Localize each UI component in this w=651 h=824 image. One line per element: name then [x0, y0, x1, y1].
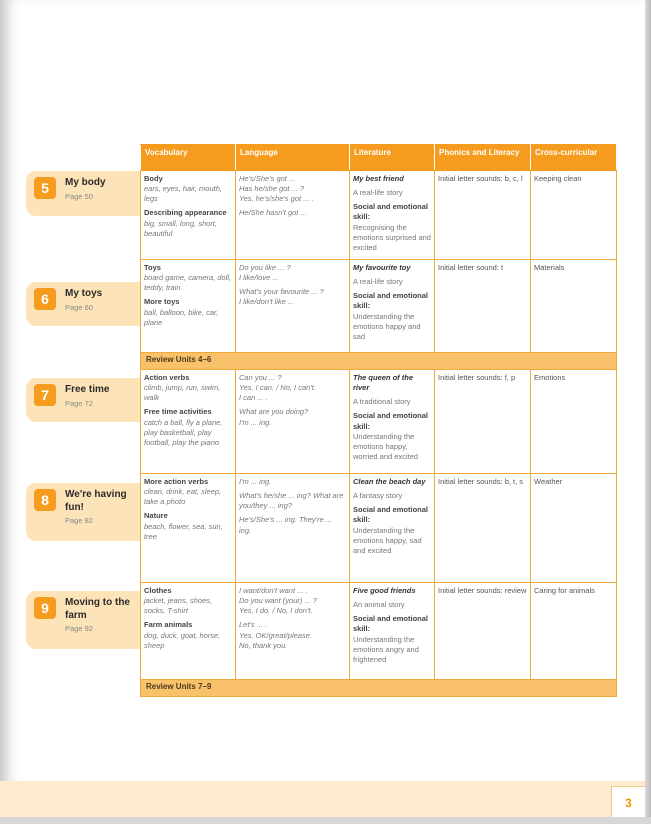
language-cell: Can you ... ? Yes, I can. / No, I can't. I can ... . What are you doing? I'm ... ing.	[236, 370, 350, 474]
cross-curricular-cell: Caring for animals	[531, 583, 617, 680]
literature-cell: Five good friends An animal story Social and emotional skill: Understanding the emotions angry and frightened	[350, 583, 435, 680]
phonics-cell: Initial letter sounds: f, p	[435, 370, 531, 474]
unit-title: We're having fun! Page 82	[65, 489, 139, 525]
cross-curricular-cell: Emotions	[531, 370, 617, 474]
header-language: Language	[236, 145, 350, 171]
phonics-cell: Initial letter sounds: b, c, l	[435, 171, 531, 260]
unit-page: Page 92	[65, 624, 93, 633]
table-header-row	[141, 145, 617, 171]
review-label: Review Units 4–6	[141, 353, 617, 370]
literature-cell: My best friend A real-life story Social and emotional skill: Recognising the emotions surprised and excited	[350, 171, 435, 260]
vocab-cell: Action verbs climb, jump, run, swim, walk Free time activities catch a ball, fly a plane, play basketball, play football, play the piano	[141, 370, 236, 474]
unit-card-8	[26, 483, 140, 541]
unit-page: Page 72	[65, 398, 93, 408]
unit-number-badge: 5	[34, 177, 56, 199]
unit-page: Page 60	[65, 302, 93, 312]
language-cell: I'm ... ing. What's he/she ... ing? What are you/they ... ing? He's/She's ... ing. They're ... ing.	[236, 474, 350, 583]
table-row-unit-6	[141, 260, 617, 353]
vocab-cell: More action verbs clean, drink, eat, sleep, take a photo Nature beach, flower, sea, sun, tree	[141, 474, 236, 583]
header-vocabulary: Vocabulary	[141, 145, 236, 171]
unit-number-badge: 9	[34, 597, 56, 619]
unit-card-9	[26, 591, 140, 649]
cross-curricular-cell: Keeping clean	[531, 171, 617, 260]
review-row-units-4-6	[141, 353, 617, 370]
header-phonics: Phonics and Literacy	[435, 145, 531, 171]
unit-number-badge: 8	[34, 489, 56, 511]
scope-and-sequence-table	[140, 144, 617, 697]
table-row-unit-9	[141, 583, 617, 680]
review-row-units-7-9	[141, 680, 617, 697]
footer-band	[0, 781, 645, 817]
language-cell: Do you like ... ? I like/love ... What's your favourite ... ? I like/don't like ...	[236, 260, 350, 353]
unit-card-6	[26, 282, 140, 326]
unit-page: Page 50	[65, 191, 93, 201]
unit-number-badge: 7	[34, 384, 56, 406]
cross-curricular-cell: Materials	[531, 260, 617, 353]
language-cell: I want/don't want ... . Do you want (your) ... ? Yes, I do. / No, I don't. Let's ... . Yes, OK/great/please. No, thank you.	[236, 583, 350, 680]
literature-cell: The queen of the river A traditional story Social and emotional skill: Understanding the emotions happy, worried and excited	[350, 370, 435, 474]
table-row-unit-5	[141, 171, 617, 260]
review-label: Review Units 7–9	[141, 680, 617, 697]
literature-cell: My favourite toy A real-life story Social and emotional skill: Understanding the emotions happy and sad	[350, 260, 435, 353]
vocab-cell: Toys board game, camera, doll, teddy, train More toys ball, balloon, bike, car, plane	[141, 260, 236, 353]
header-cross-curricular: Cross-curricular	[531, 145, 617, 171]
page-edge	[645, 0, 651, 824]
table-row-unit-7	[141, 370, 617, 474]
phonics-cell: Initial letter sounds: b, t, s	[435, 474, 531, 583]
unit-page: Page 82	[65, 516, 93, 525]
cross-curricular-cell: Weather	[531, 474, 617, 583]
language-cell: He's/She's got ... Has he/she got ... ? Yes, he's/she's got ... . He/She hasn't got ...	[236, 171, 350, 260]
vocab-cell: Body ears, eyes, hair, mouth, legs Describing appearance big, small, long, short, beautiful	[141, 171, 236, 260]
unit-title: My toys Page 60	[65, 288, 139, 312]
viewer-bottom-bar	[0, 817, 651, 824]
phonics-cell: Initial letter sounds: review	[435, 583, 531, 680]
page-number: 3	[611, 786, 645, 820]
phonics-cell: Initial letter sound: t	[435, 260, 531, 353]
unit-title: My body Page 50	[65, 177, 139, 201]
unit-title: Moving to the farm Page 92	[65, 597, 139, 633]
unit-number-badge: 6	[34, 288, 56, 310]
unit-card-5	[26, 171, 140, 216]
unit-card-7	[26, 378, 140, 422]
unit-title: Free time Page 72	[65, 384, 139, 408]
header-literature: Literature	[350, 145, 435, 171]
vocab-cell: Clothes jacket, jeans, shoes, socks, T-shirt Farm animals dog, duck, goat, horse, sheep	[141, 583, 236, 680]
table-row-unit-8	[141, 474, 617, 583]
literature-cell: Clean the beach day A fantasy story Social and emotional skill: Understanding the emotions happy, sad and excited	[350, 474, 435, 583]
